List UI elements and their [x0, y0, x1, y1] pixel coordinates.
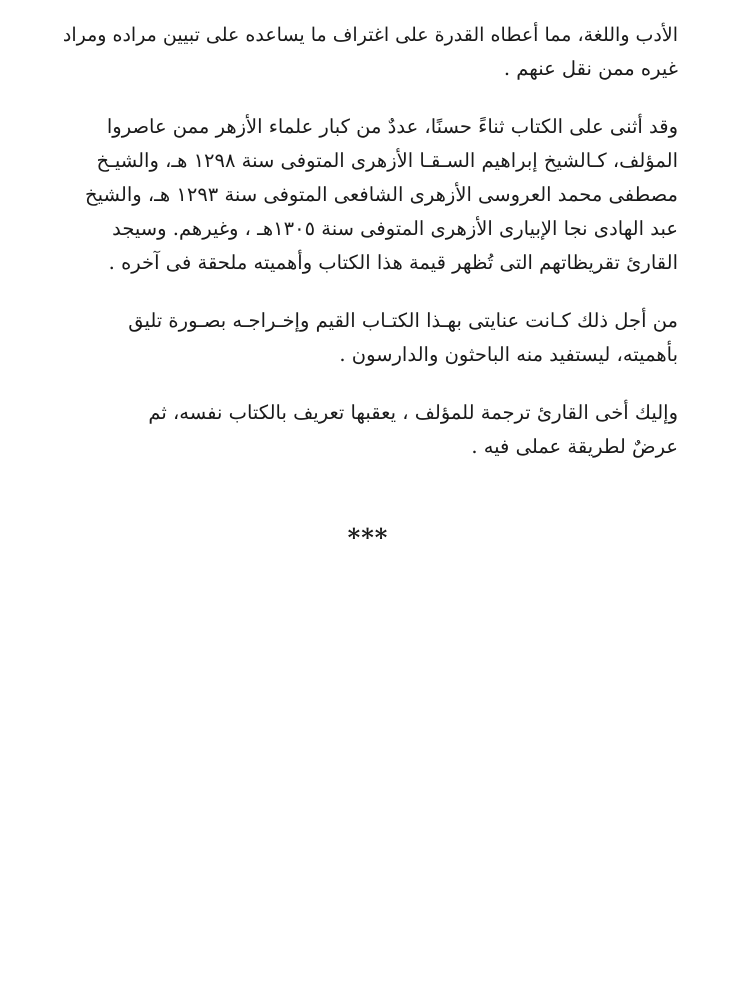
- section-separator: ***: [347, 523, 389, 552]
- text-line: وإليك أخى القارئ ترجمة للمؤلف ، يعقبها تعريف بالكتاب نفسه، ثم: [148, 401, 678, 424]
- text-line: المؤلف، كـالشيخ إبراهيم السـقـا الأزهرى المتوفى سنة ١٢٩٨ هـ، والشيـخ: [96, 149, 678, 172]
- paragraph-1: [58, 18, 678, 86]
- text-line: عبد الهادى نجا الإبيارى الأزهرى المتوفى سنة ١٣٠٥هـ ، وغيرهم. وسيجد: [112, 217, 678, 240]
- text-line: القارئ تقريظاتهم التى تُظهر قيمة هذا الكتاب وأهميته ملحقة فى آخره .: [108, 251, 678, 274]
- text-line: وقد أثنى على الكتاب ثناءً حسنًا، عددٌ من كبار علماء الأزهر ممن عاصروا: [106, 115, 678, 138]
- paragraph-3: [58, 304, 678, 372]
- text-line: غيره ممن نقل عنهم .: [503, 57, 678, 80]
- paragraph-4: [58, 396, 678, 464]
- text-line: من أجل ذلك كـانت عنايتى بهـذا الكتـاب القيم وإخـراجـه بصـورة تليق: [128, 309, 678, 332]
- text-line: الأدب واللغة، مما أعطاه القدرة على اغتراف ما يساعده على تبيين مراده ومراد: [62, 24, 678, 46]
- text-line: بأهميته، ليستفيد منه الباحثون والدارسون .: [339, 343, 678, 366]
- text-line: عرضٌ لطريقة عملى فيه .: [471, 435, 678, 458]
- body-text: [58, 18, 678, 488]
- text-line: مصطفى محمد العروسى الأزهرى الشافعى المتوفى سنة ١٢٩٣ هـ، والشيخ: [85, 183, 678, 206]
- paragraph-2: [58, 110, 678, 280]
